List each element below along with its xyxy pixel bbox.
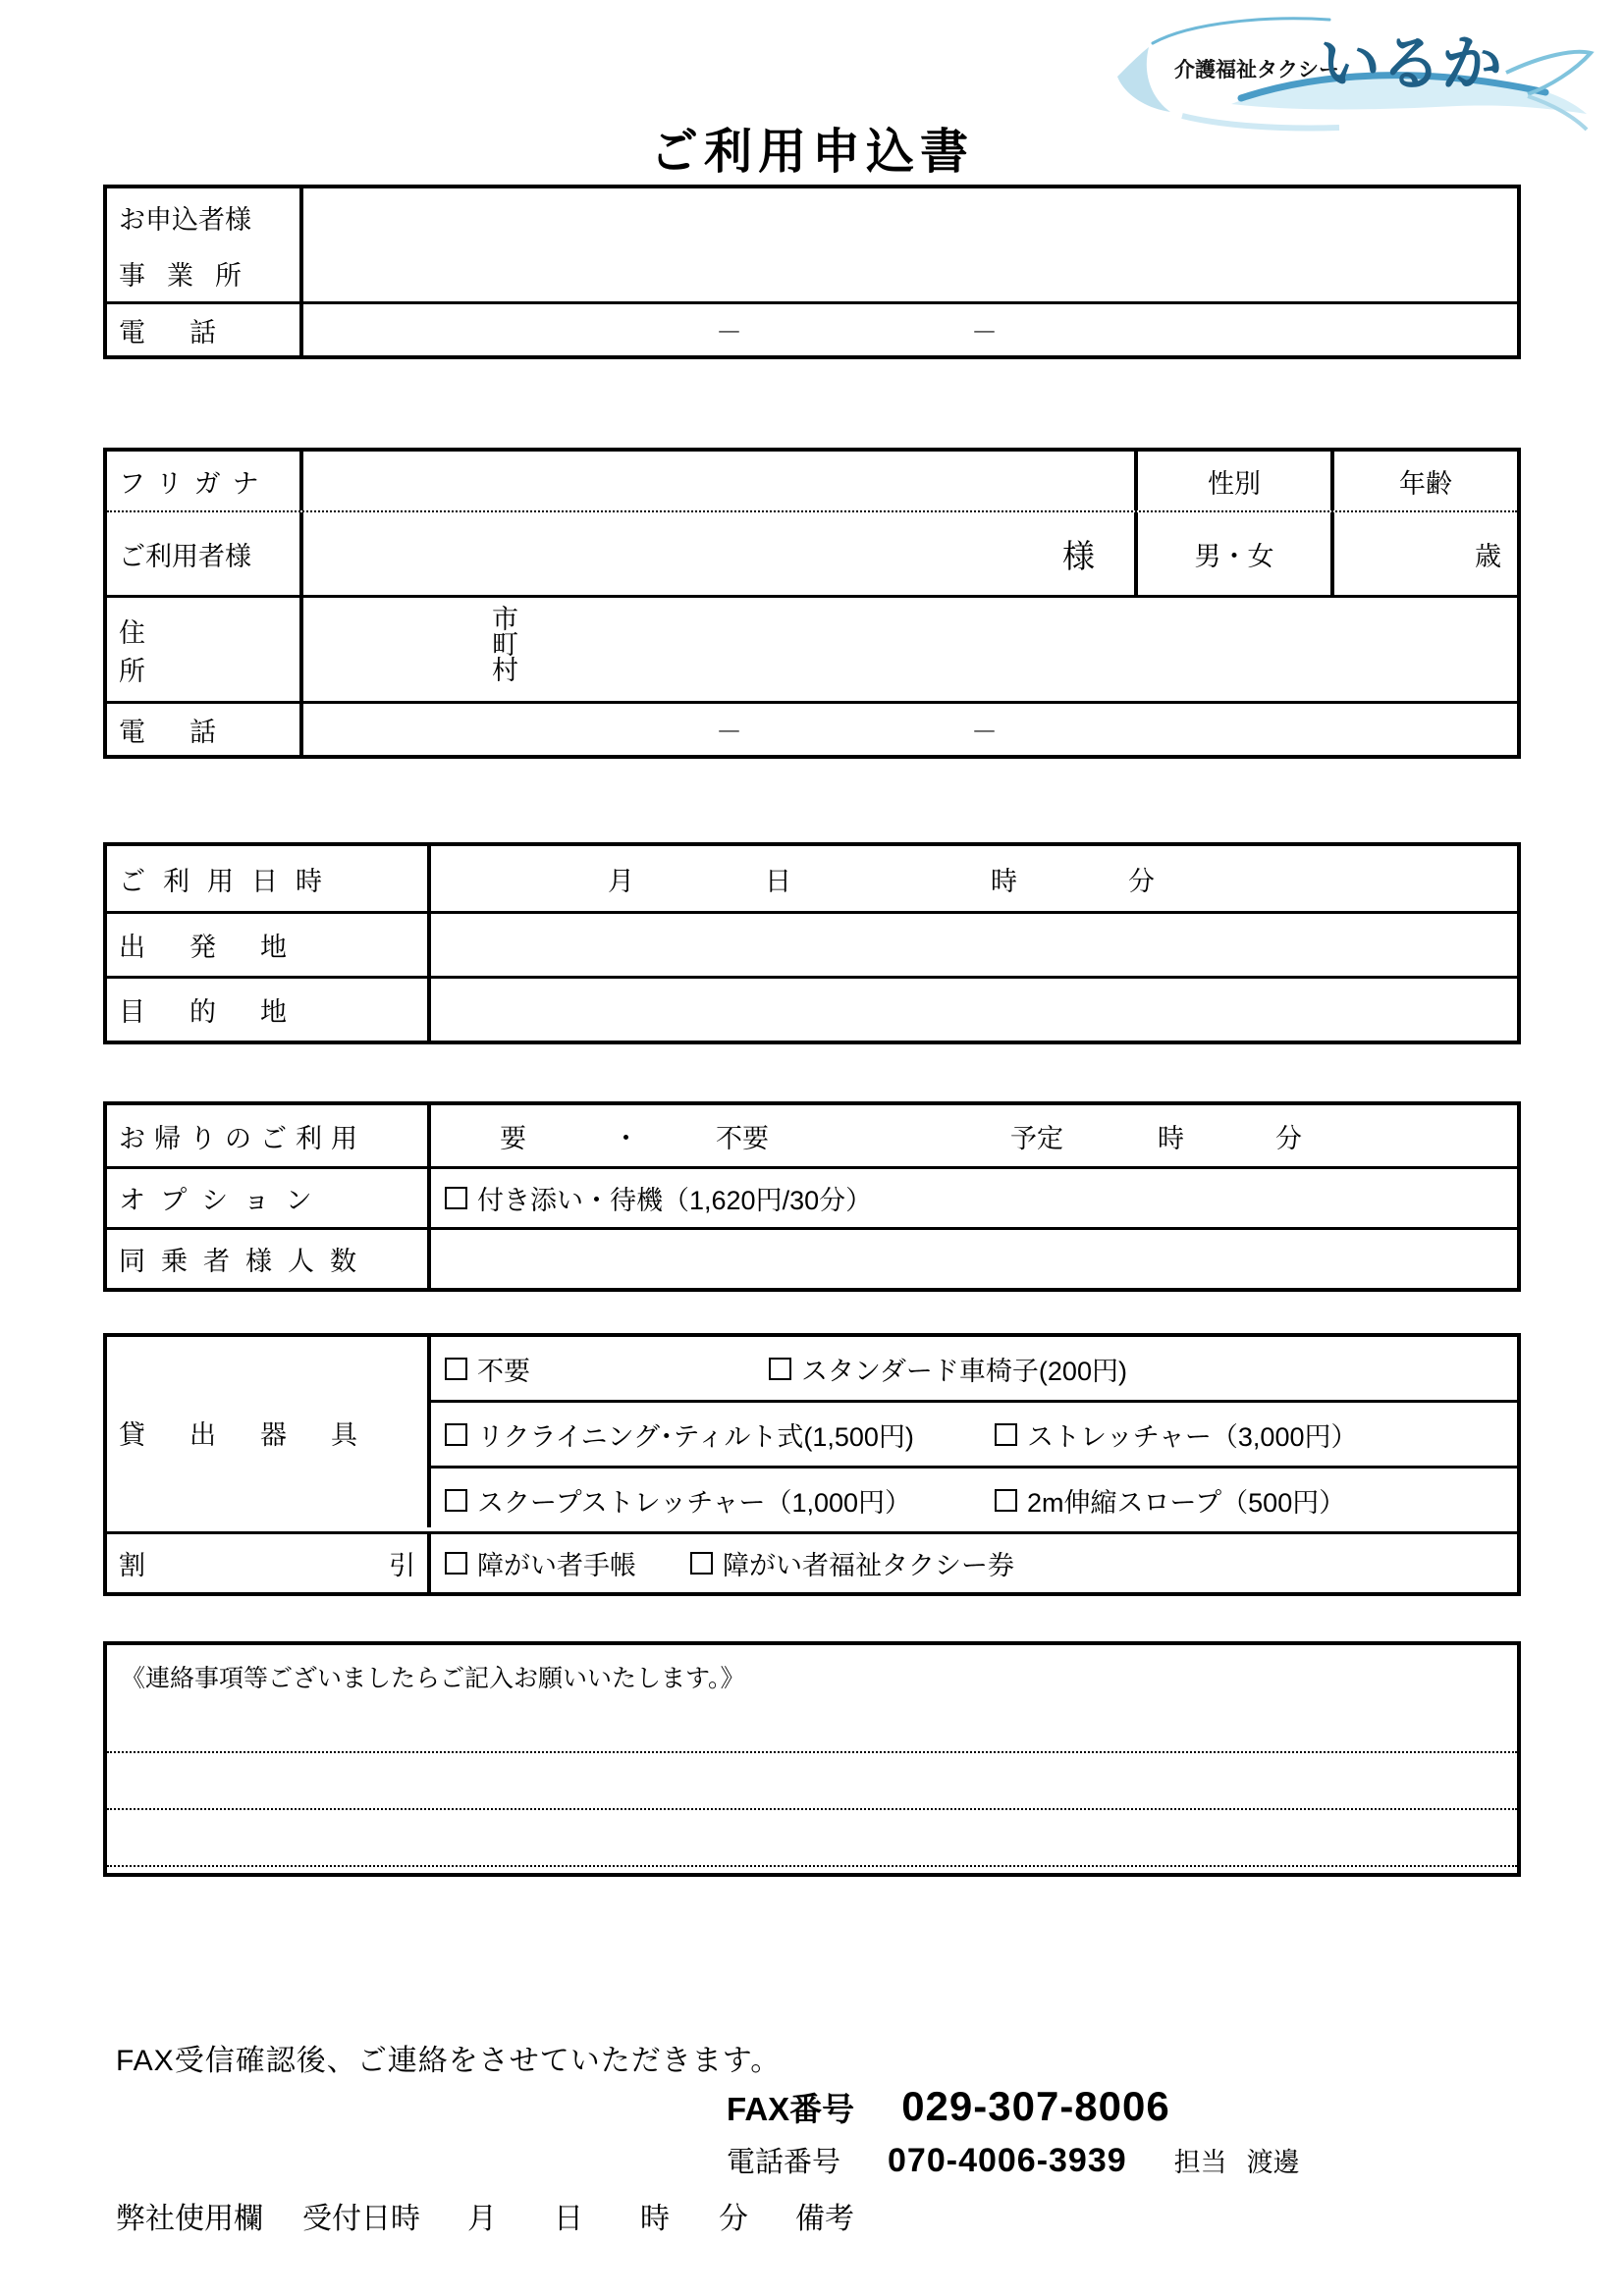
equipment-row-3 bbox=[431, 1466, 1517, 1531]
discount-label-char-1: 割 bbox=[119, 1551, 145, 1580]
equipment-reclining-tilt-label: リクライニング･ティルト式(1,500円) bbox=[477, 1421, 914, 1452]
option-attendant-label: 付き添い・待機（1,620円/30分） bbox=[477, 1186, 873, 1215]
destination-label: 目的地 bbox=[107, 979, 431, 1041]
equipment-row-2 bbox=[431, 1400, 1517, 1466]
notes-header: 《連絡事項等ございましたらご記入お願いいたします。》 bbox=[121, 1665, 745, 1692]
option-attendant-checkbox[interactable] bbox=[445, 1179, 872, 1217]
discount-label-char-2: 引 bbox=[389, 1551, 415, 1580]
table-row bbox=[107, 976, 1517, 1041]
discount-disability-certificate-checkbox[interactable] bbox=[445, 1544, 690, 1582]
table-row bbox=[107, 595, 1517, 701]
table-row bbox=[107, 510, 1517, 595]
discount-welfare-taxi-ticket-label: 障がい者福祉タクシー券 bbox=[723, 1551, 1014, 1580]
user-phone-label-text: 電話 bbox=[119, 717, 260, 747]
table-row bbox=[107, 1105, 1517, 1166]
applicant-phone-label bbox=[107, 304, 303, 355]
age-unit: 歳 bbox=[1330, 512, 1517, 595]
equipment-stretcher-checkbox[interactable] bbox=[995, 1415, 1358, 1454]
received-hour-unit: 時 bbox=[640, 2203, 670, 2235]
table-row bbox=[107, 452, 1517, 510]
equipment-standard-wheelchair-checkbox[interactable] bbox=[769, 1350, 1127, 1388]
return-not-need[interactable]: 不要 bbox=[716, 1123, 769, 1153]
received-datetime-label: 受付日時 bbox=[302, 2203, 420, 2235]
checkbox-icon[interactable] bbox=[995, 1423, 1017, 1446]
table-row bbox=[107, 188, 1517, 301]
checkbox-icon[interactable] bbox=[445, 1187, 467, 1209]
option-label: オプション bbox=[107, 1169, 431, 1227]
tel-number-row bbox=[727, 2140, 1300, 2180]
return-option-section bbox=[103, 1101, 1521, 1292]
furigana-label: フリガナ bbox=[107, 452, 303, 510]
equipment-slope-checkbox[interactable] bbox=[995, 1481, 1345, 1520]
equipment-none-checkbox[interactable] bbox=[445, 1350, 769, 1388]
received-minute-unit: 分 bbox=[719, 2203, 748, 2235]
month-unit: 月 bbox=[608, 866, 634, 896]
fax-label: FAX番号 bbox=[727, 2091, 855, 2127]
applicant-name-input[interactable] bbox=[303, 188, 1517, 301]
scheduled-hour: 時 bbox=[1158, 1123, 1184, 1153]
user-name-label: ご利用者様 bbox=[107, 512, 303, 595]
logo-tagline: 介護福祉タクシー bbox=[1174, 59, 1339, 81]
logo-name: いるか bbox=[1320, 30, 1503, 98]
checkbox-icon[interactable] bbox=[690, 1552, 713, 1575]
tel-label: 電話番号 bbox=[727, 2147, 841, 2178]
discount-label bbox=[107, 1534, 431, 1592]
address-label-text: 住所 bbox=[119, 617, 204, 686]
fax-number: 029-307-8006 bbox=[901, 2083, 1170, 2129]
applicant-section bbox=[103, 185, 1521, 359]
trip-section bbox=[103, 842, 1521, 1044]
scheduled-label: 予定 bbox=[1010, 1123, 1063, 1153]
equipment-stretcher-label: ストレッチャー（3,000円） bbox=[1027, 1421, 1358, 1452]
return-need[interactable]: 要 bbox=[500, 1123, 526, 1153]
passengers-label: 同乗者様人数 bbox=[107, 1230, 431, 1288]
return-sep: ・ bbox=[613, 1123, 639, 1153]
destination-input[interactable] bbox=[431, 979, 1517, 1041]
use-datetime-label: ご利用日時 bbox=[107, 846, 431, 911]
return-use-choices[interactable] bbox=[431, 1105, 1517, 1166]
equipment-section bbox=[103, 1333, 1521, 1596]
fax-number-row bbox=[727, 2083, 1170, 2130]
gender-value[interactable]: 男・女 bbox=[1134, 512, 1330, 595]
discount-disability-certificate-label: 障がい者手帳 bbox=[477, 1551, 636, 1580]
gender-header: 性別 bbox=[1134, 452, 1330, 510]
internal-use-row bbox=[116, 2194, 854, 2237]
minute-unit: 分 bbox=[1128, 866, 1155, 896]
applicant-phone-input[interactable] bbox=[303, 304, 1517, 355]
checkbox-icon[interactable] bbox=[445, 1552, 467, 1575]
staff-label: 担当 bbox=[1173, 2148, 1227, 2177]
departure-label: 出発地 bbox=[107, 914, 431, 976]
furigana-input[interactable] bbox=[303, 452, 1134, 510]
tel-number: 070-4006-3939 bbox=[888, 2142, 1127, 2179]
equipment-scoop-stretcher-label: スクープストレッチャー（1,000円） bbox=[477, 1487, 912, 1518]
notes-section[interactable] bbox=[103, 1641, 1521, 1877]
equipment-scoop-stretcher-checkbox[interactable] bbox=[445, 1481, 995, 1520]
page-title: ご利用申込書 bbox=[649, 126, 974, 179]
address-suffix-town: 町 bbox=[492, 629, 518, 660]
checkbox-icon[interactable] bbox=[445, 1423, 467, 1446]
user-name-input[interactable] bbox=[303, 512, 1134, 595]
checkbox-icon[interactable] bbox=[445, 1489, 467, 1512]
user-phone-dash-1: － bbox=[716, 717, 742, 747]
staff-name: 渡邊 bbox=[1246, 2148, 1300, 2177]
equipment-standard-wheelchair-label: スタンダード車椅子(200円) bbox=[801, 1356, 1127, 1386]
notes-rule bbox=[107, 1865, 1517, 1868]
address-input[interactable] bbox=[303, 598, 1517, 701]
internal-use-label: 弊社使用欄 bbox=[116, 2203, 263, 2235]
scheduled-minute: 分 bbox=[1275, 1123, 1302, 1153]
table-row bbox=[107, 701, 1517, 755]
table-row bbox=[107, 1227, 1517, 1288]
address-suffix-village: 村 bbox=[492, 655, 518, 685]
phone-dash-1: － bbox=[716, 317, 742, 347]
day-unit: 日 bbox=[765, 866, 791, 896]
phone-dash-2: － bbox=[971, 317, 998, 347]
user-phone-label bbox=[107, 704, 303, 755]
age-header: 年齢 bbox=[1330, 452, 1517, 510]
address-suffix-stack bbox=[492, 605, 518, 685]
equipment-row-1 bbox=[431, 1337, 1517, 1400]
address-suffix-city: 市 bbox=[492, 605, 518, 634]
received-day-unit: 日 bbox=[554, 2203, 583, 2235]
checkbox-icon[interactable] bbox=[445, 1358, 467, 1380]
option-choices bbox=[431, 1169, 1517, 1227]
discount-choices bbox=[431, 1534, 1517, 1592]
passengers-input[interactable] bbox=[431, 1230, 1517, 1288]
applicant-office-label: 事業所 bbox=[119, 261, 263, 291]
table-row bbox=[107, 301, 1517, 355]
discount-welfare-taxi-ticket-checkbox[interactable] bbox=[690, 1544, 1014, 1582]
checkbox-icon[interactable] bbox=[995, 1489, 1017, 1512]
user-phone-input[interactable] bbox=[303, 704, 1517, 755]
table-row bbox=[107, 911, 1517, 976]
use-datetime-input[interactable] bbox=[431, 846, 1517, 911]
hour-unit: 時 bbox=[991, 866, 1017, 896]
fax-confirmation-note: FAX受信確認後、ご連絡をさせていただきます。 bbox=[116, 2045, 782, 2077]
user-section bbox=[103, 448, 1521, 759]
table-row bbox=[107, 1166, 1517, 1227]
address-label bbox=[107, 598, 303, 701]
applicant-phone-label-text: 電話 bbox=[119, 317, 260, 347]
table-row bbox=[107, 846, 1517, 911]
applicant-name-label: お申込者様 bbox=[119, 204, 251, 235]
equipment-label: 貸出器具 bbox=[107, 1337, 431, 1527]
received-month-unit: 月 bbox=[467, 2203, 497, 2235]
departure-input[interactable] bbox=[431, 914, 1517, 976]
checkbox-icon[interactable] bbox=[769, 1358, 791, 1380]
return-use-label: お帰りのご利用 bbox=[107, 1105, 431, 1166]
sama-suffix: 様 bbox=[1062, 537, 1095, 574]
equipment-slope-label: 2m伸縮スロープ（500円） bbox=[1027, 1487, 1346, 1518]
equipment-reclining-tilt-checkbox[interactable] bbox=[445, 1415, 995, 1454]
discount-row bbox=[107, 1531, 1517, 1592]
remarks-label: 備考 bbox=[795, 2203, 854, 2235]
equipment-none-label: 不要 bbox=[477, 1356, 530, 1386]
user-phone-dash-2: － bbox=[971, 717, 998, 747]
